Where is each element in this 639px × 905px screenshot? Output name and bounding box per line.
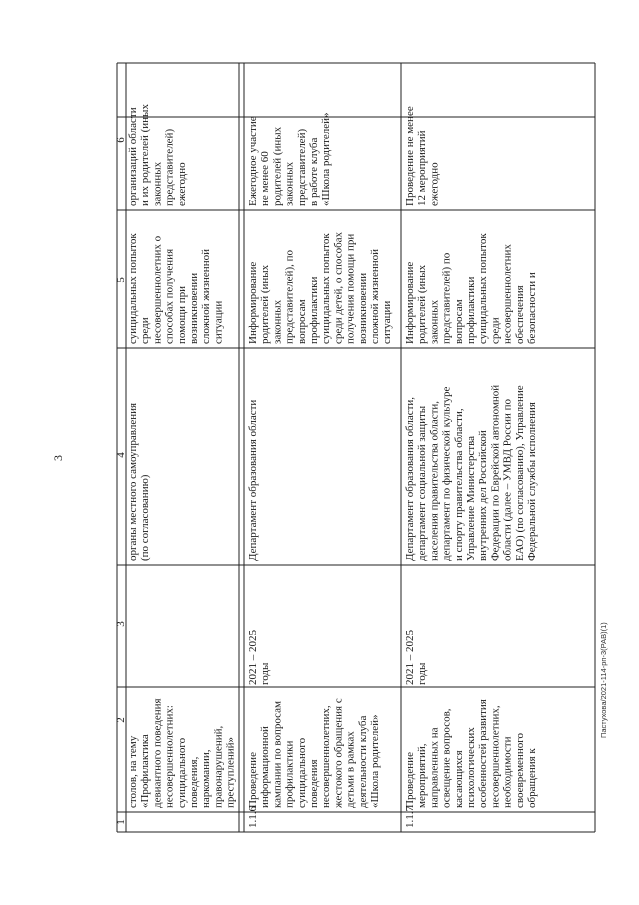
result-cell: сложной жизненной [369, 249, 381, 344]
result-cell: Информирование [404, 261, 416, 344]
event-cell: суицидального [175, 737, 188, 808]
indicator-cell: представителей) [163, 128, 176, 206]
indicator-cell: ежегодно [175, 162, 188, 206]
result-cell: законных [271, 299, 284, 344]
event-cell: «Школа родителей» [369, 714, 381, 808]
indicator-cell: Проведение не менее [404, 106, 416, 206]
executor-cell: органы местного самоуправления [127, 402, 139, 561]
period-cell: годы [416, 662, 429, 685]
result-cell: вопросам [295, 299, 308, 344]
result-cell: несовершеннолетних [501, 244, 514, 344]
indicator-cell: организаций области [127, 107, 139, 206]
event-cell: несовершеннолетних, [489, 705, 502, 808]
event-cell: детьми в рамках [344, 731, 357, 808]
table-header-cell: 5 [115, 277, 127, 283]
executor-cell: Федерации по Еврейской автономной [489, 384, 502, 561]
result-cell: Информирование [247, 261, 259, 344]
event-cell: несовершеннолетних: [163, 705, 176, 808]
result-cell: способах получения [163, 248, 176, 344]
result-cell: законных [428, 299, 441, 344]
event-cell: мероприятий, [416, 743, 429, 808]
executor-cell: внутренних дел Российской [477, 430, 490, 561]
result-cell: среди [489, 317, 502, 344]
executor-cell: Департамент образования области, [404, 396, 416, 561]
executor-cell: (по согласованию) [139, 474, 152, 561]
event-cell: касающихся [452, 750, 465, 808]
result-cell: возникновении [356, 272, 369, 344]
executor-cell: населения правительства области, [428, 400, 441, 561]
table-header-cell: 3 [115, 621, 127, 627]
event-cell: деятельности клуба [356, 715, 369, 808]
period-cell: годы [259, 662, 272, 685]
result-cell: среди детей, о способах [332, 231, 345, 344]
result-cell: возникновении [188, 272, 200, 344]
event-cell: особенностей развития [477, 699, 490, 808]
executor-cell: Департамент образования области [247, 399, 259, 561]
result-cell: суицидальных попыток [477, 233, 490, 344]
executor-cell: области (далее – УМВД России по [501, 398, 514, 561]
event-cell: поведения [308, 759, 320, 808]
event-cell: суицидального [295, 737, 308, 808]
result-cell: обеспечения [513, 285, 526, 344]
executor-cell: Управление Министерства [465, 435, 477, 561]
result-cell: ситуации [381, 300, 394, 344]
event-cell: психологических [465, 727, 477, 808]
row-number: 1.1.7 [404, 806, 416, 828]
event-cell: девиантного поведения [151, 698, 164, 808]
rotated-table [115, 63, 595, 832]
indicator-cell: не менее 60 [259, 151, 272, 206]
result-cell: суицидальных попыток [127, 233, 139, 344]
executor-cell: и спорту правительства области, [452, 408, 465, 561]
result-cell: получения помощи при [344, 233, 357, 344]
event-cell: Проведение [404, 752, 416, 808]
event-cell: преступлений» [224, 736, 237, 808]
indicator-cell: в работе клуба [308, 137, 320, 206]
executor-cell: ЕАО) (по согласованию), Управление [513, 385, 526, 561]
table-header-cell: 4 [115, 452, 127, 458]
result-cell: вопросам [452, 299, 465, 344]
indicator-cell: родителей (иных [271, 126, 284, 206]
event-cell: жестокого обращения с [332, 698, 345, 808]
indicator-cell: Ежегодное участие [247, 116, 259, 206]
event-cell: столов, на тему [127, 735, 139, 808]
event-cell: наркомании, [200, 749, 213, 808]
result-cell: ситуации [212, 300, 225, 344]
row-number: 1.1.6 [247, 806, 259, 828]
result-cell: суицидальных попыток [320, 233, 333, 344]
indicator-cell: и их родителей (иных [139, 104, 152, 206]
result-cell: родителей (иных [416, 264, 429, 344]
event-cell: кампании по вопросам [271, 701, 284, 808]
event-cell: обращения к [526, 748, 538, 808]
event-cell: несовершеннолетних, [320, 705, 333, 808]
event-cell: Проведение [247, 752, 259, 808]
event-cell: «Профилактика [139, 734, 152, 808]
event-cell: необходимости [501, 736, 514, 808]
executor-cell: департамент социальной защиты [416, 405, 429, 561]
table-header-cell: 1 [115, 819, 127, 825]
result-cell: безопасности и [526, 272, 538, 344]
indicator-cell: 12 мероприятий [416, 130, 429, 206]
event-cell: направленных на [428, 727, 441, 808]
result-cell: среди [139, 317, 152, 344]
indicator-cell: «Школа родителей» [320, 112, 333, 206]
indicator-cell: ежегодно [428, 162, 441, 206]
executor-cell: Федеральной службы исполнения [526, 402, 538, 561]
indicator-cell: законных [283, 161, 296, 206]
page-number: 3 [51, 455, 65, 461]
result-cell: профилактики [465, 276, 477, 344]
table-header-cell: 6 [115, 137, 127, 143]
event-cell: правонарушений, [212, 725, 225, 808]
period-cell: 2021 – 2025 [247, 630, 259, 685]
result-cell: сложной жизненной [200, 249, 213, 344]
side-reference: Пастухова/2021-114-рп-3(РАВ)(1) [599, 622, 608, 738]
result-cell: помощи при [175, 285, 188, 344]
table-content [115, 104, 538, 828]
result-cell: профилактики [308, 276, 320, 344]
event-cell: профилактики [283, 740, 296, 808]
event-cell: информационной [259, 726, 272, 808]
result-cell: несовершеннолетних о [151, 235, 164, 344]
result-cell: представителей), по [283, 249, 296, 344]
result-cell: представителей) по [440, 252, 453, 344]
event-cell: своевременного [513, 733, 526, 808]
executor-cell: департамент по физической культуре [440, 386, 453, 561]
table-header-cell: 2 [115, 717, 127, 723]
event-cell: поведения, [188, 756, 200, 808]
indicator-cell: представителей) [295, 128, 308, 206]
result-cell: родителей (иных [259, 264, 272, 344]
indicator-cell: законных [151, 161, 164, 206]
period-cell: 2021 – 2025 [404, 630, 416, 685]
event-cell: освещение вопросов, [440, 708, 453, 808]
